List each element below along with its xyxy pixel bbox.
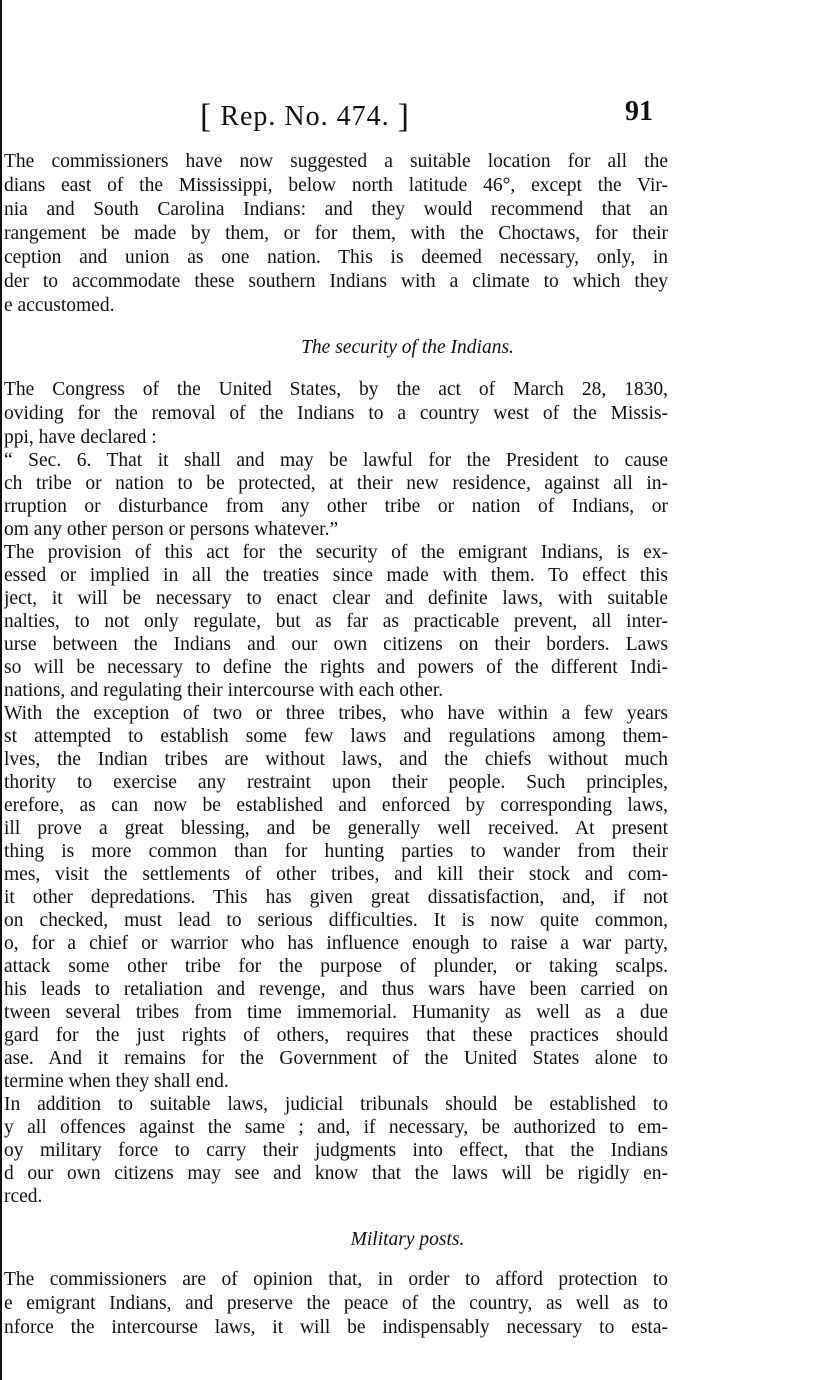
open-bracket: [: [200, 98, 213, 135]
text-line: The provision of this act for the security of the emigrant Indians, is ex-: [4, 542, 668, 563]
text-line: rruption or disturbance from any other tribe or nation of Indians, or: [4, 496, 668, 517]
text-line: ill prove a great blessing, and be generally well received. At present: [4, 818, 668, 839]
text-line: so will be necessary to define the rights and powers of the different Indi-: [4, 657, 668, 678]
text-line: rangement be made by them, or for them, with the Choctaws, for their: [4, 223, 668, 244]
page-edge: [0, 0, 2, 1380]
text-line: his leads to retaliation and revenge, and thus wars have been carried on: [4, 979, 668, 1000]
text-line: thing is more common than for hunting parties to wander from their: [4, 841, 668, 862]
text-line: nforce the intercourse laws, it will be indispensably necessary to esta-: [4, 1317, 668, 1338]
text-line: rced.: [4, 1186, 43, 1207]
text-line: om any other person or persons whatever.”: [4, 519, 339, 540]
text-line: gard for the just rights of others, requires that these practices should: [4, 1025, 668, 1046]
page-header: [0, 96, 815, 136]
text-line: urse between the Indians and our own citizens on their borders. Laws: [4, 634, 668, 655]
text-line: ppi, have declared :: [4, 427, 157, 448]
text-line: e accustomed.: [4, 295, 115, 316]
text-line: The commissioners are of opinion that, in order to afford protection to: [4, 1269, 668, 1290]
text-line: tween several tribes from time immemorial. Humanity as well as a due: [4, 1002, 668, 1023]
text-line: e emigrant Indians, and preserve the peace of the country, as well as to: [4, 1293, 668, 1314]
text-line: lves, the Indian tribes are without laws, and the chiefs without much: [4, 749, 668, 770]
text-line: nia and South Carolina Indians: and they would recommend that an: [4, 199, 668, 220]
close-bracket: ]: [397, 98, 410, 135]
text-line: In addition to suitable laws, judicial tribunals should be established to: [4, 1094, 668, 1115]
section-heading-security: The security of the Indians.: [301, 337, 514, 358]
text-line: mes, visit the settlements of other tribes, and kill their stock and com-: [4, 864, 668, 885]
text-line: on checked, must lead to serious difficulties. It is now quite common,: [4, 910, 668, 931]
text-line: erefore, as can now be established and enforced by corresponding laws,: [4, 795, 668, 816]
text-line: ase. And it remains for the Government of the United States alone to: [4, 1048, 668, 1069]
text-line: nations, and regulating their intercourse with each other.: [4, 680, 444, 701]
text-line: it other depredations. This has given great dissatisfaction, and, if not: [4, 887, 668, 908]
text-line: With the exception of two or three tribes, who have within a few years: [4, 703, 668, 724]
text-line: ject, it will be necessary to enact clear and definite laws, with suitable: [4, 588, 668, 609]
text-line: ch tribe or nation to be protected, at their new residence, against all in-: [4, 473, 668, 494]
text-line: essed or implied in all the treaties since made with them. To effect this: [4, 565, 668, 586]
report-reference: [200, 96, 410, 134]
text-line: nalties, to not only regulate, but as far as practicable prevent, all inter-: [4, 611, 668, 632]
text-line: The commissioners have now suggested a suitable location for all the: [4, 151, 668, 172]
section-heading-military: Military posts.: [350, 1229, 465, 1250]
text-line: o, for a chief or warrior who has influence enough to raise a war party,: [4, 933, 668, 954]
text-line: der to accommodate these southern Indians with a climate to which they: [4, 271, 668, 292]
text-line: attack some other tribe for the purpose of plunder, or taking scalps.: [4, 956, 668, 977]
text-line: ception and union as one nation. This is deemed necessary, only, in: [4, 247, 668, 268]
page-number: 91: [625, 96, 653, 127]
text-line: dians east of the Mississippi, below north latitude 46°, except the Vir-: [4, 175, 668, 196]
text-line: “ Sec. 6. That it shall and may be lawful for the President to cause: [4, 450, 668, 471]
text-line: The Congress of the United States, by the act of March 28, 1830,: [4, 379, 668, 400]
text-line: termine when they shall end.: [4, 1071, 229, 1092]
text-line: oviding for the removal of the Indians to a country west of the Missis-: [4, 403, 668, 424]
text-line: y all offences against the same ; and, if necessary, be authorized to em-: [4, 1117, 668, 1138]
report-number: Rep. No. 474.: [220, 101, 390, 132]
text-line: d our own citizens may see and know that the laws will be rigidly en-: [4, 1163, 668, 1184]
text-line: thority to exercise any restraint upon their people. Such principles,: [4, 772, 668, 793]
text-line: oy military force to carry their judgments into effect, that the Indians: [4, 1140, 668, 1161]
text-line: st attempted to establish some few laws and regulations among them-: [4, 726, 668, 747]
